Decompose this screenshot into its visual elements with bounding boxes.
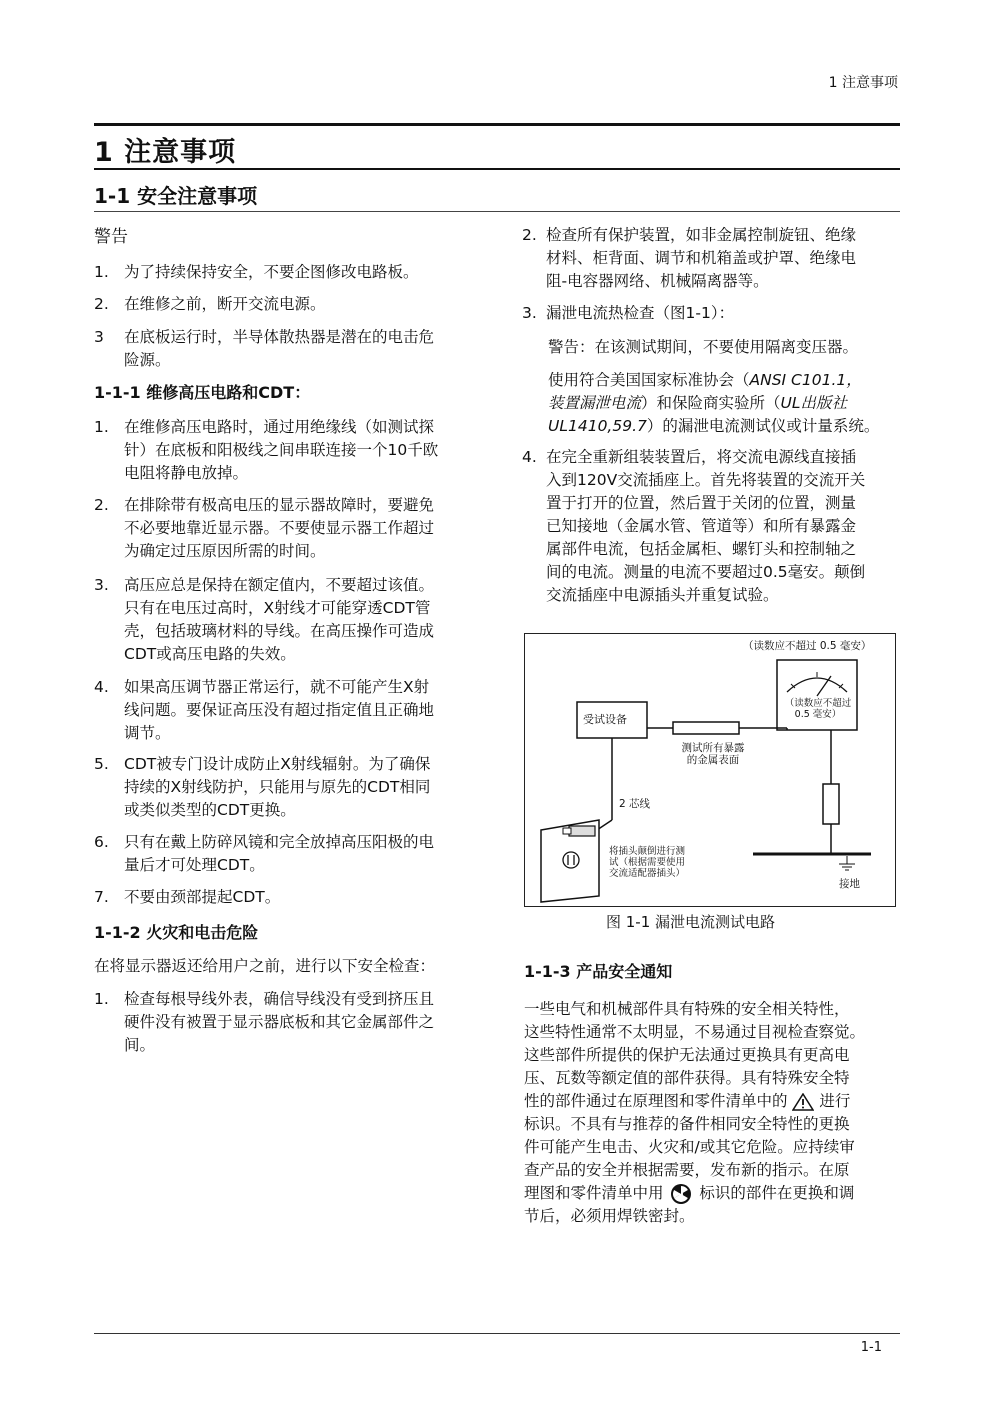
page-number: 1-1 bbox=[860, 1340, 882, 1355]
ground-label: 接地 bbox=[839, 878, 860, 890]
figure-caption: 图 1-1 漏泄电流测试电路 bbox=[606, 913, 776, 931]
chapter-rule bbox=[94, 168, 900, 170]
plug-label: 将插头颠倒进行测 试（根据需要使用 交流适配器插头） bbox=[609, 846, 686, 879]
leakage-test-figure bbox=[524, 633, 896, 907]
sub2-intro: 在将显示器返还给用户之前，进行以下安全检查： bbox=[94, 957, 436, 975]
subsection-title-1-1-1: 1-1-1 维修高压电路和CDT： bbox=[94, 383, 311, 402]
chapter-title: 1 注意事项 bbox=[94, 137, 237, 168]
meter-inner-label: （读数应不超过 0.5 毫安） bbox=[784, 698, 852, 720]
running-header: 1 注意事项 bbox=[828, 75, 898, 91]
standards-paragraph: 使用符合美国国家标准协会（ANSI C101.1， 装置漏泄电流）和保险商实验所（UL出版社 UL1410,59.7）的漏泄电流测试仪或计量系统。 bbox=[548, 371, 880, 435]
top-rule bbox=[94, 123, 900, 126]
warning-triangle-icon bbox=[792, 1093, 814, 1111]
footer-rule bbox=[94, 1333, 900, 1334]
leakage-circuit-diagram bbox=[525, 634, 895, 906]
subsection-title-1-1-2: 1-1-2 火灾和电击危险 bbox=[94, 923, 259, 942]
probe-label: 测试所有暴露 的金属表面 bbox=[681, 742, 745, 766]
wire-label: 2 芯线 bbox=[619, 798, 651, 810]
radiation-icon bbox=[668, 1183, 694, 1205]
product-safety-paragraph: 一些电气和机械部件具有特殊的安全相关特性， 这些特性通常不太明显，不易通过目视检查察觉。 这些部件所提供的保护无法通过更换具有更高电 压、瓦数等额定值的部件获得。具有特殊安全特 性的部件通过在原理图和零件清单中的 进行 标识。不具有与推荐的备件相同安全特性的更换 件可能产生电击、火灾和/或其它危险。应持续审 查产品的安全并根据需要，发布新的指示。在原 理图和零件清单中用 标识的部件在更换和调 节后，必须用焊铁密封。 bbox=[524, 1000, 866, 1225]
meter-reading-label: （读数应不超过 0.5 毫安） bbox=[743, 640, 872, 652]
leakage-warning: 警告：在该测试期间，不要使用隔离变压器。 bbox=[548, 338, 859, 356]
section-title: 1-1 安全注意事项 bbox=[94, 184, 258, 208]
device-under-test-label: 受试设备 bbox=[583, 713, 627, 726]
subsection-title-1-1-3: 1-1-3 产品安全通知 bbox=[524, 962, 673, 981]
warning-heading: 警告 bbox=[94, 227, 128, 247]
section-rule bbox=[94, 211, 900, 212]
